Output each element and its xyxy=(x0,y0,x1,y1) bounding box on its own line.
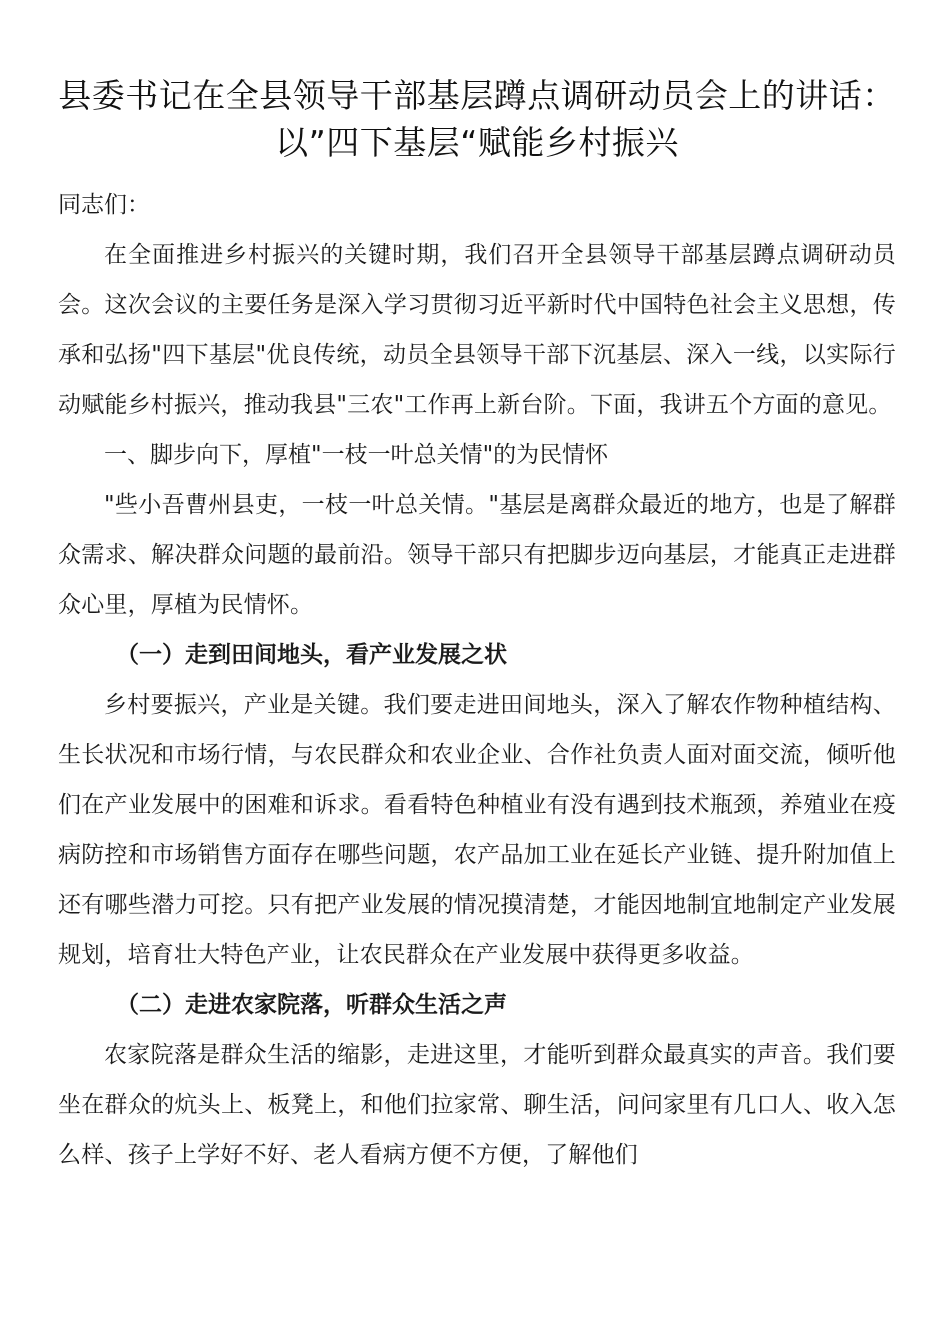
sub-heading-2: （二）走进农家院落，听群众生活之声 xyxy=(116,992,507,1018)
paragraph-intro: 在全面推进乡村振兴的关键时期，我们召开全县领导干部基层蹲点调研动员会。这次会议的主要任务是深入学习贯彻习近平新时代中国特色社会主义思想，传承和弘扬"四下基层"优良传统，动员全县领导干部下沉基层、深入一线，以实际行动赋能乡村振兴，推动我县"三农"工作再上新台阶。下面，我讲五个方面的意见。 xyxy=(58,242,896,418)
paragraph-industry: 乡村要振兴，产业是关键。我们要走进田间地头，深入了解农作物种植结构、生长状况和市场行情，与农民群众和农业企业、合作社负责人面对面交流，倾听他们在产业发展中的困难和诉求。看看特色种植业有没有遇到技术瓶颈，养殖业在疫病防控和市场销售方面存在哪些问题，农产品加工业在延长产业链、提升附加值上还有哪些潜力可挖。只有把产业发展的情况摸清楚，才能因地制宜地制定产业发展规划，培育壮大特色产业，让农民群众在产业发展中获得更多收益。 xyxy=(58,692,896,968)
salutation: 同志们： xyxy=(58,192,150,218)
section-heading-1: 一、脚步向下，厚植"一枝一叶总关情"的为民情怀 xyxy=(104,442,609,468)
document-title: 县委书记在全县领导干部基层蹲点调研动员会上的讲话：以”四下基层“赋能乡村振兴 xyxy=(58,76,896,162)
document-page xyxy=(58,72,896,1180)
paragraph-households: 农家院落是群众生活的缩影，走进这里，才能听到群众最真实的声音。我们要坐在群众的炕头上、板凳上，和他们拉家常、聊生活，问问家里有几口人、收入怎么样、孩子上学好不好、老人看病方便不方便，了解他们 xyxy=(58,1042,896,1168)
sub-heading-1: （一）走到田间地头，看产业发展之状 xyxy=(116,642,507,668)
paragraph-quote: "些小吾曹州县吏，一枝一叶总关情。"基层是离群众最近的地方，也是了解群众需求、解决群众问题的最前沿。领导干部只有把脚步迈向基层，才能真正走进群众心里，厚植为民情怀。 xyxy=(58,492,896,618)
